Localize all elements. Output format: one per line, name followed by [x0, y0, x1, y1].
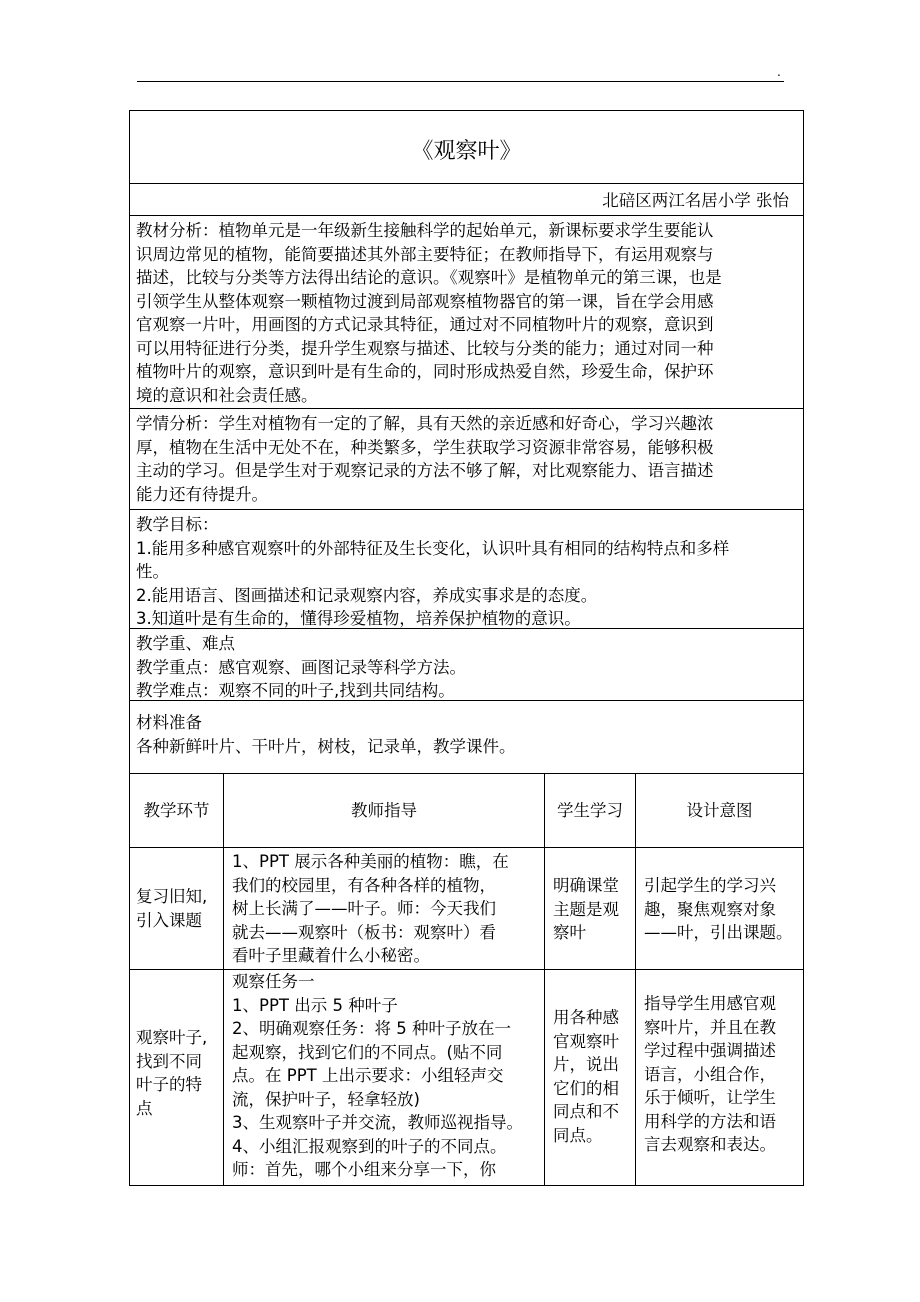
text-line: 识周边常见的植物，能简要描述其外部主要特征；在教师指导下，有运用观察与 [136, 244, 714, 264]
student-analysis-text [136, 412, 797, 506]
text-line: 1.能用多种感官观察叶的外部特征及生长变化，认识叶具有相同的结构特点和多样 [136, 538, 730, 558]
text-line: 复习旧知, [136, 887, 208, 906]
key-points-heading: 教学重、难点 [136, 634, 235, 653]
text-line: 用科学的方法和语 [644, 1111, 776, 1131]
intent-text [644, 992, 799, 1157]
header-mark: . [777, 65, 781, 79]
text-line: 找到不同 [136, 1051, 202, 1071]
text-line: 性。 [136, 562, 169, 581]
text-line: 察叶片，并且在教 [644, 1017, 776, 1037]
text-line: 同点和不 [553, 1102, 619, 1121]
stage-cell [130, 970, 224, 1185]
text-line: 2.能用语言、图画描述和记录观察内容，养成实事求是的态度。 [136, 585, 598, 605]
materials-content: 各种新鲜叶片、干叶片，树枝，记录单，教学课件。 [136, 736, 516, 756]
text-line: 引领学生从整体观察一颗植物过渡到局部观察植物器官的第一课，旨在学会用感 [136, 291, 714, 311]
text-line: 学情分析：学生对植物有一定的了解，具有天然的亲近感和好奇心，学习兴趣浓 [136, 414, 714, 433]
stage-text [136, 885, 207, 932]
teaching-objectives [130, 510, 803, 629]
intent-cell [636, 970, 803, 1185]
student-analysis [130, 409, 803, 510]
text-line: 趣，聚焦观察对象 [644, 899, 776, 919]
student-text [553, 874, 631, 945]
materials-heading: 材料准备 [136, 713, 202, 732]
objectives-list [136, 537, 797, 631]
text-line: 厚，植物在生活中无处不在，种类繁多，学生获取学习资源非常容易，能够积极 [136, 437, 714, 457]
text-line: 3.知道叶是有生命的，懂得珍爱植物，培养保护植物的意识。 [136, 609, 581, 628]
text-line: 明确课堂 [553, 876, 619, 895]
text-line: 学过程中强调描述 [644, 1041, 776, 1060]
text-line: 师：首先，哪个小组来分享一下，你 [232, 1160, 496, 1179]
material-analysis-text [136, 219, 797, 407]
text-line: 流，保护叶子，轻拿轻放) [232, 1089, 420, 1109]
key-focus: 教学重点：感官观察、画图记录等科学方法。 [136, 657, 466, 677]
text-line: 就去——观察叶（板书：观察叶）看 [232, 922, 496, 942]
text-line: 引入课题 [136, 910, 202, 930]
text-line: 1、PPT 出示 5 种叶子 [232, 995, 398, 1015]
text-line: 植物叶片的观察，意识到叶是有生命的，同时形成热爱自然，珍爱生命，保护环 [136, 362, 714, 381]
stage-cell [130, 848, 224, 969]
text-line: 同点。 [553, 1125, 603, 1145]
teacher-cell [224, 848, 545, 969]
key-difficulty: 教学难点：观察不同的叶子,找到共同结构。 [136, 681, 455, 700]
intent-cell [636, 848, 803, 969]
teacher-cell [224, 970, 545, 1185]
table-row [130, 970, 803, 1185]
text-line: 叶子的特 [136, 1075, 202, 1094]
objectives-heading: 教学目标： [136, 515, 219, 534]
text-line: 主动的学习。但是学生对于观察记录的方法不够了解，对比观察能力、语言描述 [136, 461, 714, 480]
text-line: 看叶子里藏着什么小秘密。 [232, 946, 430, 965]
materials [130, 701, 803, 774]
text-line: 点。在 PPT 上出示要求：小组轻声交 [232, 1066, 504, 1085]
text-line: 树上长满了——叶子。师：今天我们 [232, 899, 496, 918]
text-line: 我们的校园里，有各种各样的植物， [232, 875, 496, 895]
key-points [130, 629, 803, 701]
student-cell [545, 848, 636, 969]
text-line: 主题是观 [553, 899, 619, 919]
text-line: 1、PPT 展示各种美丽的植物：瞧，在 [232, 852, 509, 871]
text-line: 2、明确观察任务：将 5 种叶子放在一 [232, 1019, 511, 1038]
text-line: 用各种感 [553, 1008, 619, 1027]
text-line: 它们的相 [553, 1078, 619, 1098]
text-line: 官观察一片叶，用画图的方式记录其特征，通过对不同植物叶片的观察，意识到 [136, 315, 714, 334]
text-line: 点 [136, 1098, 153, 1118]
text-line: ——叶，引出课题。 [644, 923, 793, 942]
header-rule [137, 81, 784, 82]
text-line: 教材分析：植物单元是一年级新生接触科学的起始单元，新课标要求学生要能认 [136, 221, 714, 240]
text-line: 察叶 [553, 923, 586, 942]
text-line: 观察任务一 [232, 972, 315, 991]
student-cell [545, 970, 636, 1185]
text-line: 言去观察和表达。 [644, 1135, 776, 1154]
text-line: 片，说出 [553, 1055, 619, 1074]
table-header-row [130, 774, 803, 848]
text-line: 描述，比较与分类等方法得出结论的意识。《观察叶》是植物单元的第三课，也是 [136, 268, 722, 287]
teacher-text [232, 850, 538, 968]
text-line: 境的意识和社会责任感。 [136, 385, 318, 405]
title-row [130, 111, 803, 184]
text-line: 可以用特征进行分类，提升学生观察与描述、比较与分类的能力；通过对同一种 [136, 338, 714, 358]
header-teacher: 教师指导 [224, 774, 545, 847]
text-line: 官观察叶 [553, 1031, 619, 1051]
lesson-plan-table [129, 110, 804, 1186]
text-line: 观察叶子, [136, 1028, 208, 1047]
header-intent: 设计意图 [686, 800, 753, 820]
intent-text [644, 874, 799, 945]
header-stage: 教学环节 [130, 774, 224, 847]
text-line: 3、生观察叶子并交流，教师巡视指导。 [232, 1113, 523, 1132]
header-student: 学生学习 [545, 774, 636, 847]
teacher-text [232, 970, 538, 1182]
author-line: 北碚区两江名居小学 张怡 [602, 191, 789, 210]
author-row [130, 184, 803, 216]
material-analysis [130, 216, 803, 409]
text-line: 指导学生用感官观 [644, 994, 776, 1013]
table-row [130, 848, 803, 970]
stage-text [136, 1026, 219, 1120]
text-line: 4、小组汇报观察到的叶子的不同点。 [232, 1136, 507, 1156]
text-line: 引起学生的学习兴 [644, 876, 776, 895]
page-title: 《观察叶》 [411, 138, 522, 164]
student-text [553, 1006, 631, 1147]
text-line: 起观察，找到它们的不同点。(贴不同 [232, 1042, 503, 1062]
text-line: 乐于倾听，让学生 [644, 1088, 776, 1107]
text-line: 语言，小组合作， [644, 1064, 776, 1084]
text-line: 能力还有待提升。 [136, 484, 268, 504]
